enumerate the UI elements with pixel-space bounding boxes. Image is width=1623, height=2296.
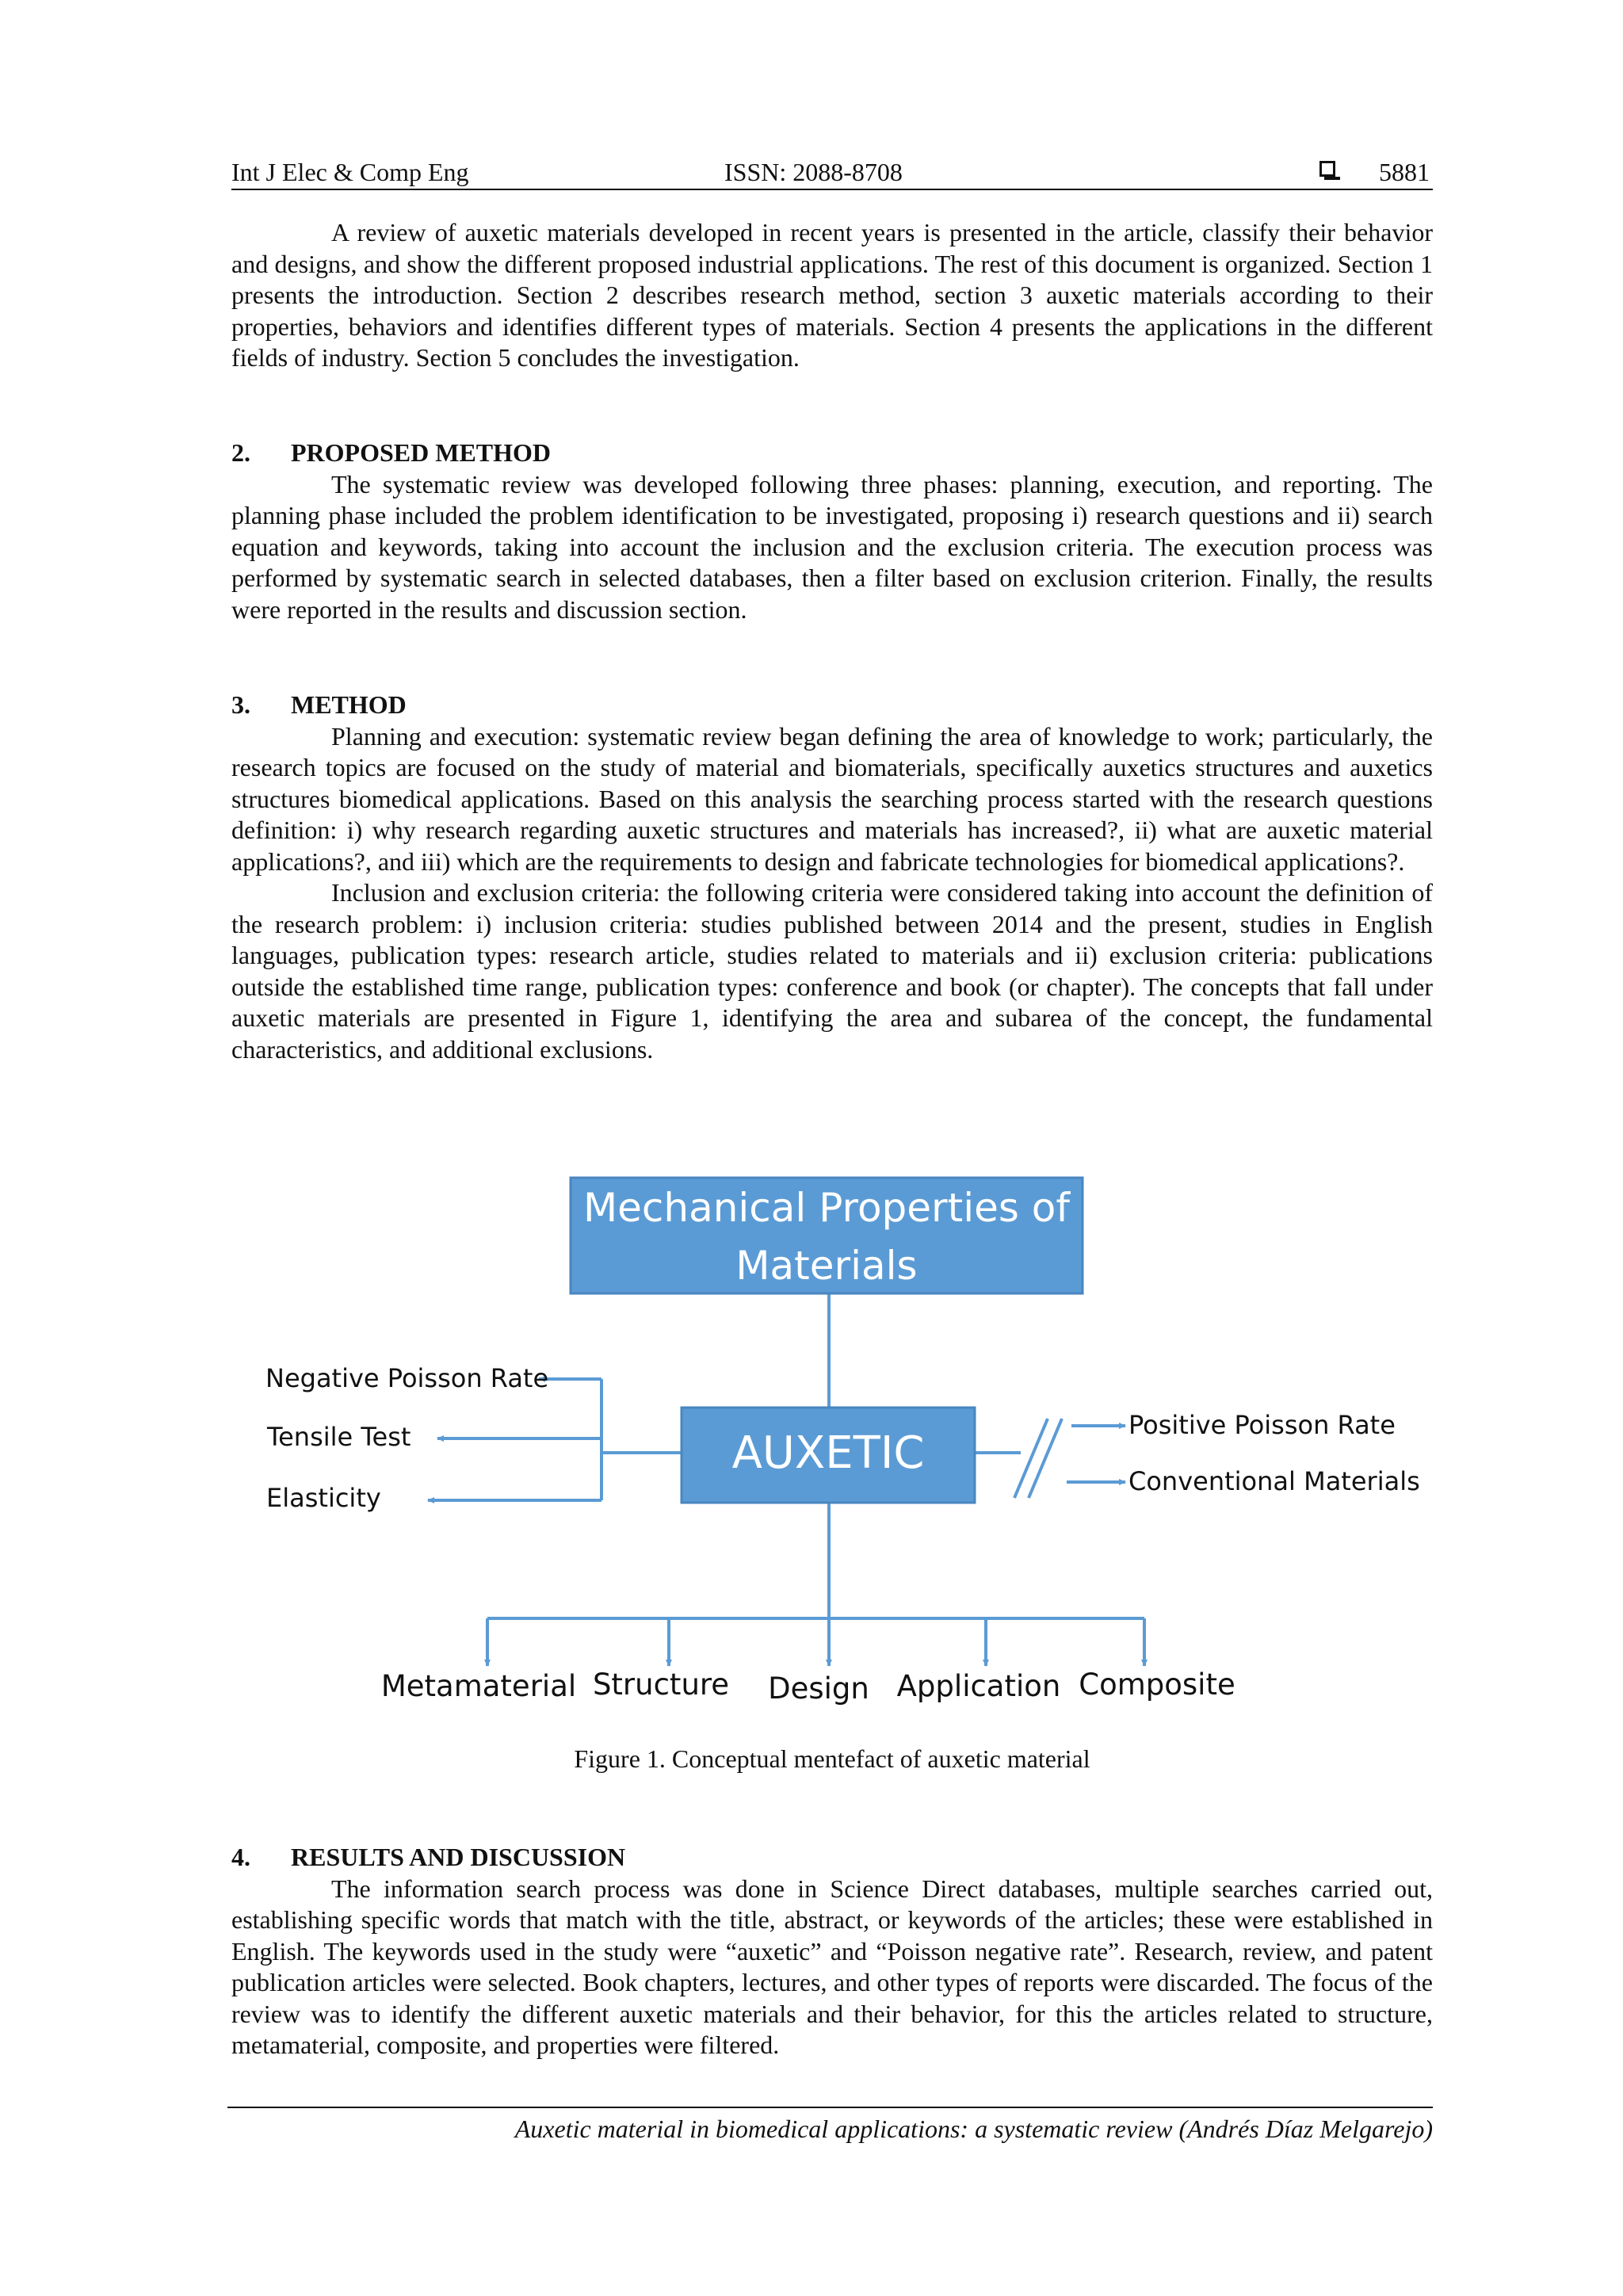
page-number: 5881	[1379, 158, 1430, 186]
section-heading	[231, 1842, 1433, 1874]
auxetic-label: AUXETIC	[731, 1427, 925, 1479]
bottom-item-structure: Structure	[592, 1668, 730, 1702]
section-number: 2.	[231, 438, 250, 467]
left-item-negative-poisson-rate: Negative Poisson Rate	[265, 1363, 549, 1393]
section-paragraph: The systematic review was developed following three phases: planning, execution, and reporting. The planning phase included the problem identification to be investigated, proposing i) research questions and ii) search equation and keywords, taking into account the inclusion and the exclusion criteria. The execution process was performed by systematic search in selected databases, then a filter based on exclusion criterion. Finally, the results were reported in the results and discussion section.	[231, 469, 1433, 624]
section-paragraph: Planning and execution: systematic review began defining the area of knowledge to work; particularly, the research topics are focused on the study of material and biomaterials, specifically auxetics structures and auxetics structures biomedical applications. Based on this analysis the searching process started with the research questions definition: i) why research regarding auxetic structures and materials has increased?, ii) what are auxetic material applications?, and iii) which are the requirements to design and fabricate technologies for biomedical applications?.	[231, 721, 1433, 876]
section-title: PROPOSED METHOD	[291, 438, 552, 467]
bottom-item-application: Application	[896, 1669, 1061, 1703]
left-item-tensile-test: Tensile Test	[267, 1422, 411, 1452]
journal-name: Int J Elec & Comp Eng	[231, 158, 469, 186]
figure-caption: Figure 1. Conceptual mentefact of auxetic material	[574, 1744, 1090, 1773]
section-paragraph: Inclusion and exclusion criteria: the following criteria were considered taking into account the definition of the research problem: i) inclusion criteria: studies published between 2014 and the present, studies in English languages, publication types: research article, studies related to materials and ii) exclusion criteria: publications outside the established time range, publication types: conference and book (or chapter). The concepts that fall under auxetic materials are presented in Figure 1, identifying the area and subarea of the concept, the fundamental characteristics, and additional exclusions.	[231, 878, 1433, 1064]
bottom-item-design: Design	[768, 1671, 869, 1706]
running-footer: Auxetic material in biomedical applications: a systematic review (Andrés Díaz Melgarejo)	[227, 2107, 1433, 2145]
mechanical-properties-label-line2: Materials	[735, 1243, 918, 1289]
section-paragraph: The information search process was done in Science Direct databases, multiple searches carried out, establishing specific words that match with the title, abstract, or keywords of the articles; these were established in English. The keywords used in the study were “auxetic” and “Poisson negative rate”. Research, review, and patent publication articles were selected. Book chapters, lectures, and other types of reports were discarded. The focus of the review was to identify the different auxetic materials and their behavior, for this the articles related to structure, metamaterial, composite, and properties were filtered.	[231, 1874, 1433, 2059]
section-title: RESULTS AND DISCUSSION	[291, 1843, 626, 1871]
right-item-conventional-materials: Conventional Materials	[1128, 1466, 1420, 1496]
section-results-discussion	[231, 1842, 1433, 2061]
intro-paragraph: A review of auxetic materials developed in recent years is presented in the article, classify their behavior and designs, and show the different proposed industrial applications. The rest of this document is organized. Section 1 presents the introduction. Section 2 describes research method, section 3 auxetic materials according to their properties, behaviors and identifies different types of materials. Section 4 presents the applications in the different fields of industry. Section 5 concludes the investigation.	[231, 218, 1433, 372]
section-number: 4.	[231, 1843, 250, 1871]
section-title: METHOD	[291, 690, 407, 719]
bottom-item-metamaterial: Metamaterial	[380, 1669, 577, 1703]
section-number: 3.	[231, 690, 250, 719]
bottom-item-composite: Composite	[1079, 1668, 1235, 1702]
issn: ISSN: 2088-8708	[724, 158, 903, 186]
mechanical-properties-label-line1: Mechanical Properties of	[583, 1185, 1070, 1231]
left-item-elasticity: Elasticity	[266, 1483, 381, 1513]
right-item-positive-poisson-rate: Positive Poisson Rate	[1128, 1410, 1396, 1440]
